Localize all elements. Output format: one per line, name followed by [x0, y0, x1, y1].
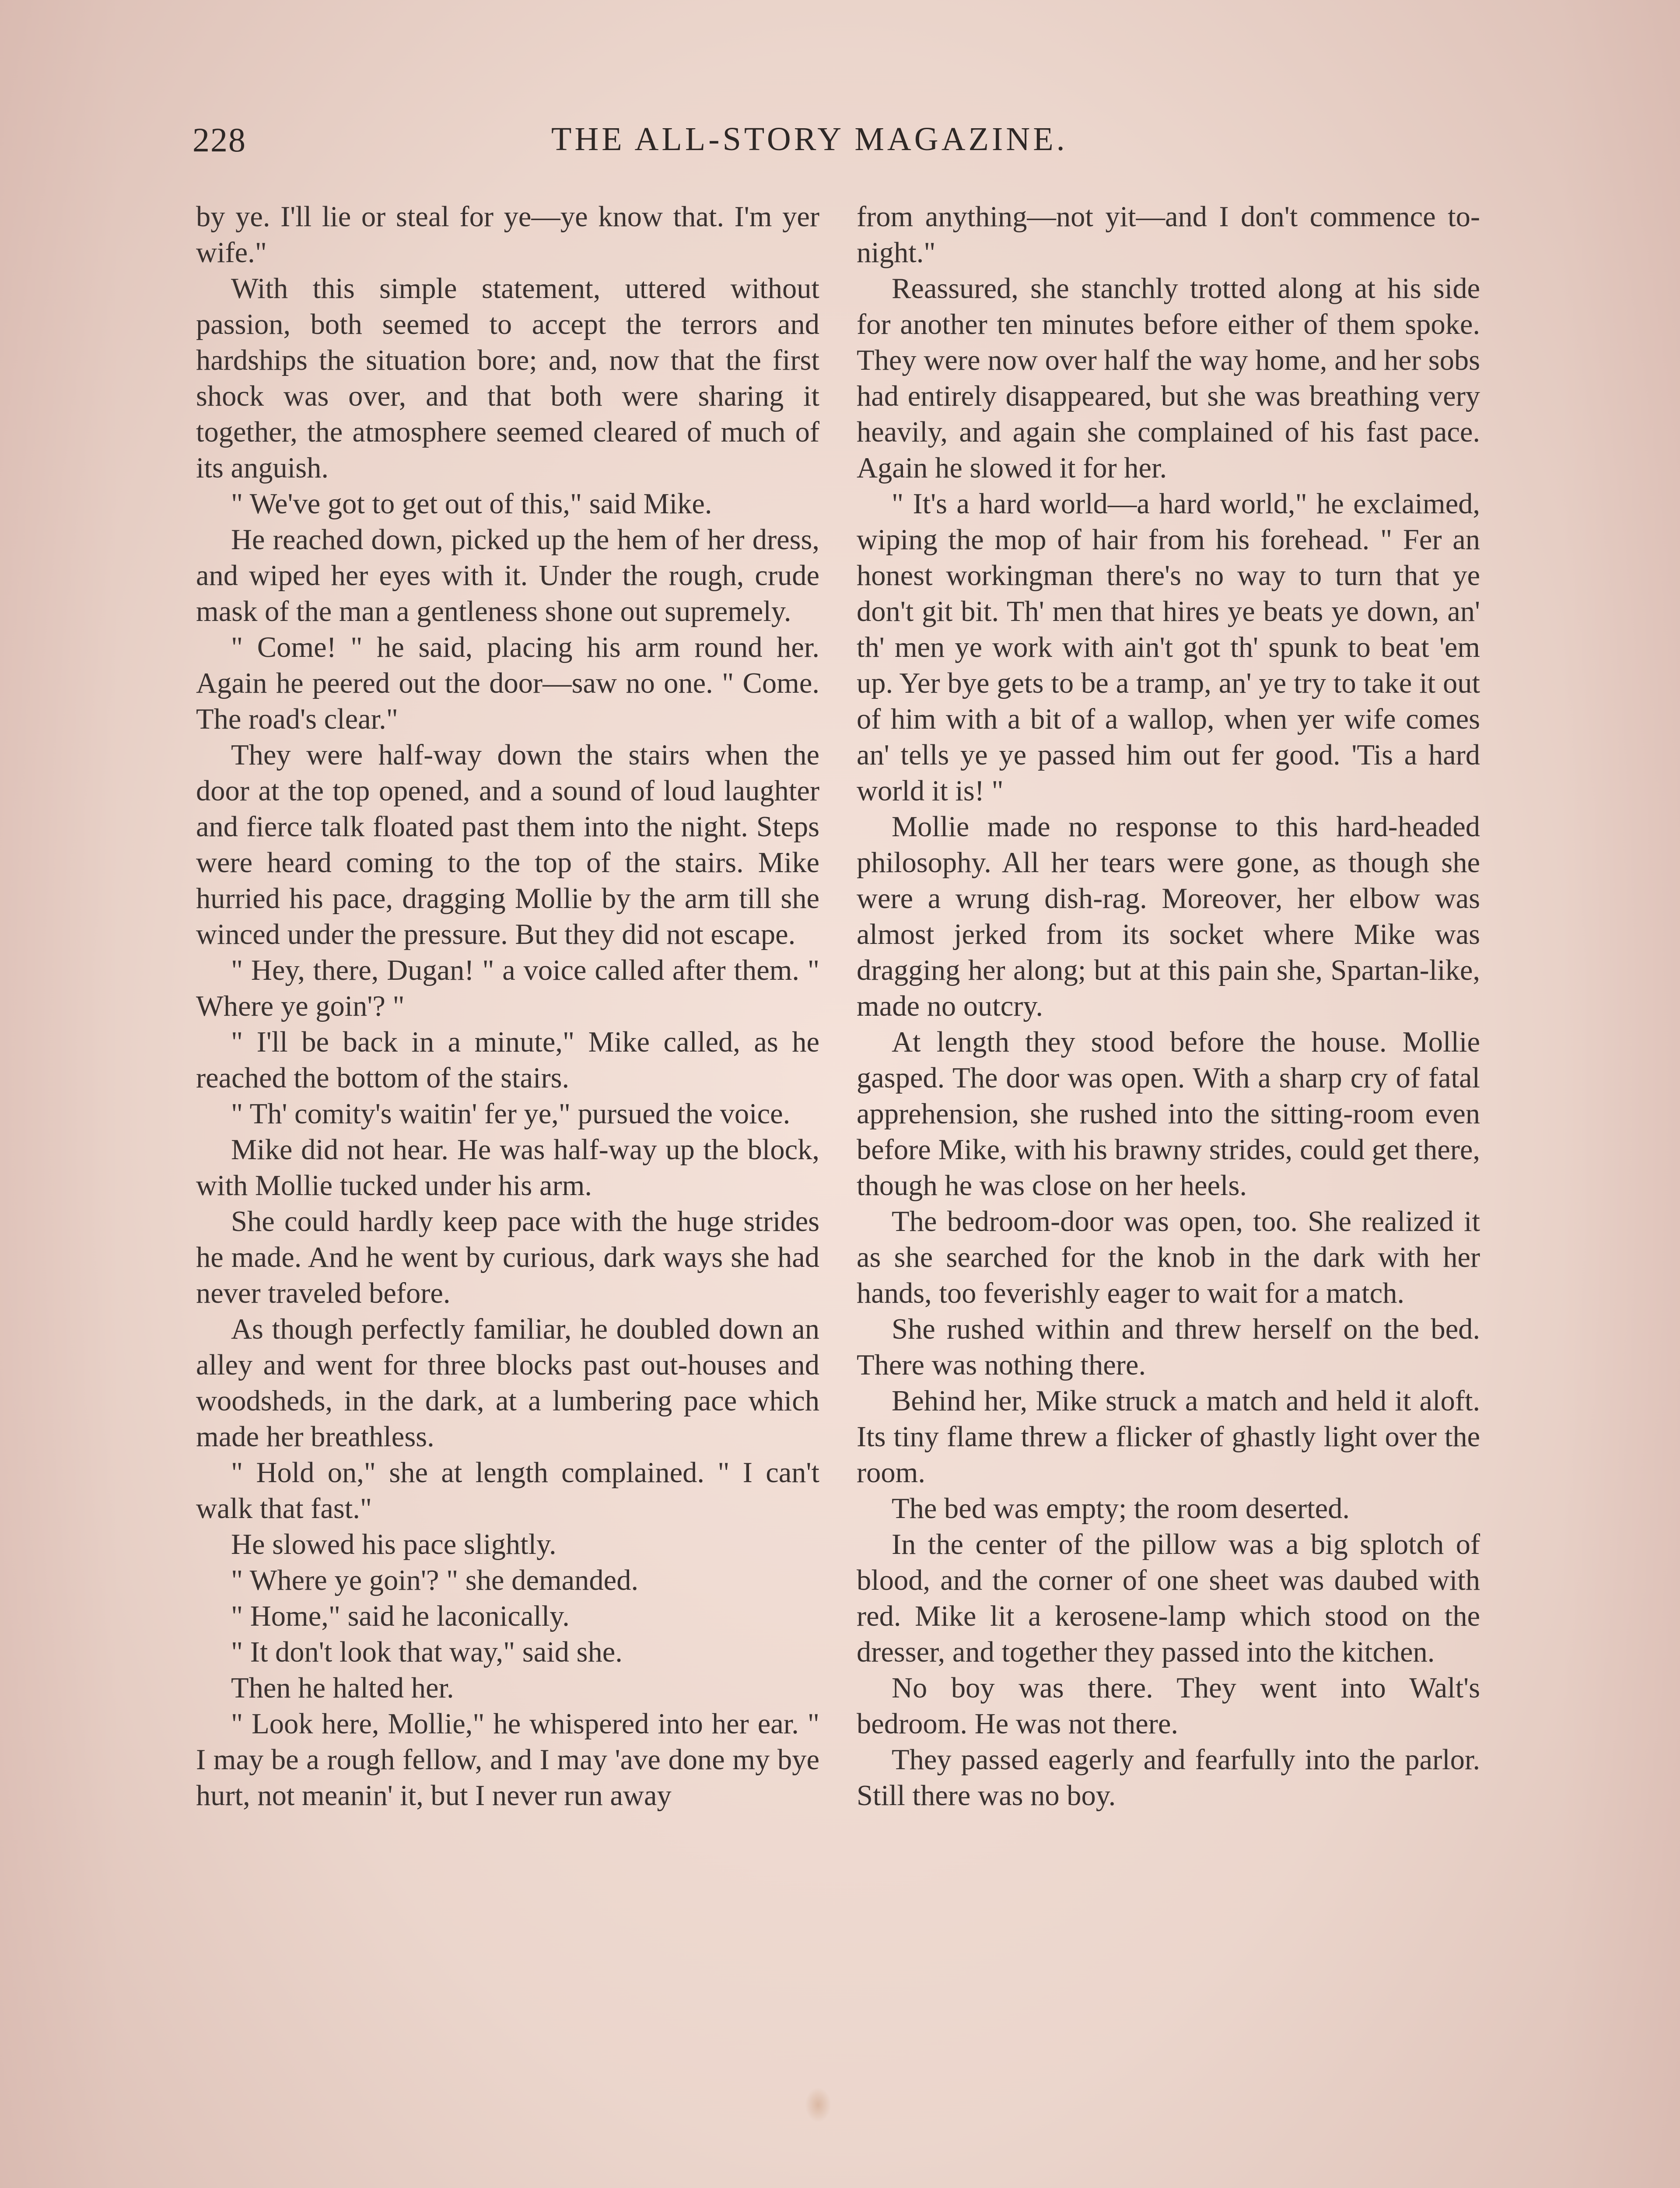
- paragraph: " Home," said he laconically.: [231, 1600, 570, 1632]
- paragraph: by ye. I'll lie or steal for ye—ye know that. I'm yer wife.": [196, 201, 819, 269]
- paragraph: She rushed within and threw herself on the bed. There was nothing there.: [857, 1313, 1480, 1381]
- paragraph: " It's a hard world—a hard world," he exclaimed, wiping the mop of hair from his forehead. " Fer an honest workingman there's no way to turn that ye don't git bit. Th' men that hires ye beats ye down, an' th' men ye work with ain't got th' spunk to beat 'em up. Yer bye gets to be a tramp, an' ye try to take it out of him with a bit of a wallop, when yer wife comes an' tells ye ye passed him out fer good. 'Tis a hard world it is! ": [857, 488, 1480, 807]
- paragraph: The bed was empty; the room deserted.: [892, 1493, 1350, 1525]
- paragraph: With this simple statement, uttered without passion, both seemed to accept the terrors and hardships the situation bore; and, now that the first shock was over, and that both were sharing it together, the atmosphere seemed cleared of much of its anguish.: [196, 273, 819, 484]
- paragraph: Reassured, she stanchly trotted along at his side for another ten minutes before either of them spoke. They were now over half the way home, and her sobs had entirely disappeared, but she was breathing very heavily, and again she complained of his fast pace. Again he slowed it for her.: [857, 273, 1480, 484]
- paragraph: They were half-way down the stairs when the door at the top opened, and a sound of loud laughter and fierce talk floated past them into the night. Steps were heard coming to the top of the stairs. Mike hurried his pace, dragging Mollie by the arm till she winced under the pressure. But they did not escape.: [196, 739, 819, 950]
- paragraph: " Look here, Mollie," he whispered into her ear. " I may be a rough fellow, and I may 'ave done my bye hurt, not meanin' it, but I never run away: [196, 1708, 819, 1812]
- paragraph: They passed eagerly and fearfully into the parlor. Still there was no boy.: [857, 1744, 1480, 1812]
- running-head: THE ALL-STORY MAGAZINE.: [551, 121, 1068, 158]
- paragraph: " Come! " he said, placing his arm round her. Again he peered out the door—saw no one. " Come. The road's clear.": [196, 631, 819, 735]
- paragraph: He reached down, picked up the hem of her dress, and wiped her eyes with it. Under the rough, crude mask of the man a gentleness shone out supremely.: [196, 524, 819, 628]
- paragraph: " Hold on," she at length complained. " I can't walk that fast.": [196, 1457, 819, 1525]
- paragraph: Behind her, Mike struck a match and held it aloft. Its tiny flame threw a flicker of ghastly light over the room.: [857, 1385, 1480, 1489]
- paragraph: " Hey, there, Dugan! " a voice called after them. " Where ye goin'? ": [196, 954, 819, 1022]
- paragraph: Then he halted her.: [231, 1672, 454, 1704]
- left-column: [196, 199, 819, 1814]
- paragraph: He slowed his pace slightly.: [231, 1529, 556, 1560]
- paragraph: The bedroom-door was open, too. She realized it as she searched for the knob in the dark with her hands, too feverishly eager to wait for a match.: [857, 1206, 1480, 1309]
- paragraph: As though perfectly familiar, he doubled down an alley and went for three blocks past out-houses and woodsheds, in the dark, at a lumbering pace which made her breathless.: [196, 1313, 819, 1453]
- paragraph: from anything—not yit—and I don't commence to-night.": [857, 201, 1480, 269]
- paper-stain: [805, 2087, 831, 2122]
- page-header: [192, 120, 1483, 177]
- paragraph: " It don't look that way," said she.: [231, 1636, 623, 1668]
- page-number: 228: [192, 121, 246, 159]
- paragraph: No boy was there. They went into Walt's bedroom. He was not there.: [857, 1672, 1480, 1740]
- paragraph: In the center of the pillow was a big splotch of blood, and the corner of one sheet was daubed with red. Mike lit a kerosene-lamp which stood on the dresser, and together they passed into the kitchen.: [857, 1529, 1480, 1668]
- paragraph: " I'll be back in a minute," Mike called, as he reached the bottom of the stairs.: [196, 1026, 819, 1094]
- paragraph: " Th' comity's waitin' fer ye," pursued the voice.: [231, 1098, 791, 1130]
- paragraph: At length they stood before the house. Mollie gasped. The door was open. With a sharp cry of fatal apprehension, she rushed into the sitting-room even before Mike, with his brawny strides, could get there, though he was close on her heels.: [857, 1026, 1480, 1202]
- paragraph: Mike did not hear. He was half-way up the block, with Mollie tucked under his arm.: [196, 1134, 819, 1202]
- paragraph: Mollie made no response to this hard-headed philosophy. All her tears were gone, as though she were a wrung dish-rag. Moreover, her elbow was almost jerked from its socket where Mike was dragging her along; but at this pain she, Spartan-like, made no outcry.: [857, 811, 1480, 1022]
- paragraph: " Where ye goin'? " she demanded.: [231, 1564, 639, 1596]
- paragraph: She could hardly keep pace with the huge strides he made. And he went by curious, dark ways she had never traveled before.: [196, 1206, 819, 1309]
- paragraph: " We've got to get out of this," said Mike.: [231, 488, 712, 520]
- right-column: [857, 199, 1480, 1814]
